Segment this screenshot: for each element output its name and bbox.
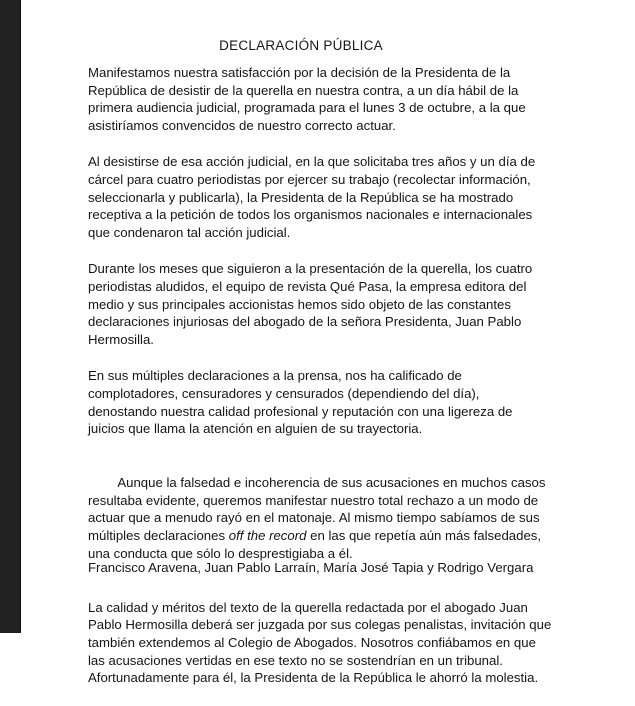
document-body	[88, 64, 555, 706]
paragraph-6: La calidad y méritos del texto de la querella redactada por el abogado Juan Pablo Hermosilla deberá ser juzgada por sus colegas penalistas, invitación que también extendemos al Colegio de Abogados. Nosotros confiábamos en que las acusaciones vertidas en ese texto no se sostendrían en un tribunal. Afortunadamente para él, la Presidenta de la República le ahorró la molestia.	[88, 599, 555, 686]
left-edge-shadow-bar	[0, 0, 20, 633]
paragraph-5-segment-lead: Aunque la falsedad e incoherencia de sus acusaciones en muchos casos resultaba evidente, queremos manifestar nuestro total rechazo a un modo de actuar que a menudo rayó en el matonaje. Al mismo tiempo sabíamos de sus múltiples declaraciones	[88, 475, 550, 544]
paragraph-4: En sus múltiples declaraciones a la prensa, nos ha calificado de complotadores, censuradores y censurados (dependiendo del día), denostando nuestra calidad profesional y reputación con una ligereza de juicios que llama la atención en alguien de su trayectoria.	[88, 368, 517, 437]
page-title: DECLARACIÓN PÚBLICA	[219, 38, 383, 53]
paragraph-3: Durante los meses que siguieron a la presentación de la querella, los cuatro periodistas aludidos, el equipo de revista Qué Pasa, la empresa editora del medio y sus principales accionistas hemos sido objeto de las constantes declaraciones injuriosas del abogado de la señora Presidenta, Juan Pablo Hermosilla.	[88, 261, 536, 347]
paragraph-1: Manifestamos nuestra satisfacción por la decisión de la Presidenta de la República de desistir de la querella en nuestra contra, a un día hábil de la primera audiencia judicial, programada para el lunes 3 de octubre, a la que asistiríamos convencidos de nuestro correcto actuar.	[88, 65, 530, 133]
paragraph-2: Al desistirse de esa acción judicial, en la que solicitaba tres años y un día de cárcel para cuatro periodistas por ejercer su trabajo (recolectar información, seleccionarla y publicarla), la Presidenta de la República se ha mostrado receptiva a la petición de todos los organismos nacionales e internacionales que condenaron tal acción judicial.	[88, 154, 539, 240]
paragraph-5-segment-italic: off the record	[228, 528, 307, 544]
paragraph-5-segment-tail: en las que repetía aún más falsedades, una conducta que sólo lo desprestigiaba a él.	[88, 528, 545, 561]
signatories-line: Francisco Aravena, Juan Pablo Larraín, María José Tapia y Rodrigo Vergara	[88, 560, 534, 575]
document-sheet	[21, 0, 635, 686]
